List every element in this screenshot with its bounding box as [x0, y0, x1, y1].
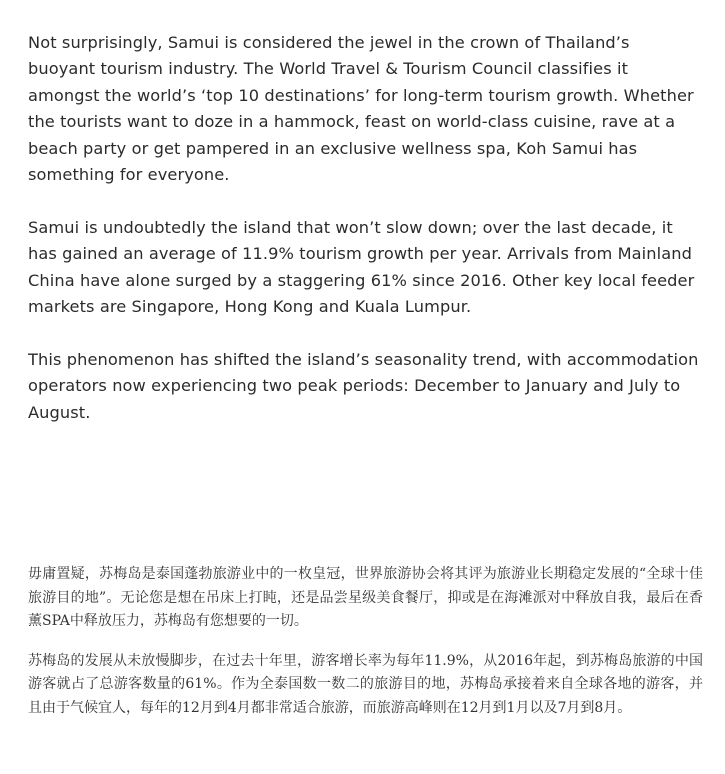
chinese-paragraph-2: 苏梅岛的发展从未放慢脚步，在过去十年里，游客增长率为每年11.9%，从2016年起，到苏梅岛旅游的中国游客就占了总游客数量的61%。作为全泰国数一数二的旅游目的地，苏梅岛承接着来自全球各地的游客，并且由于气候宜人，每年的12月到4月都非常适合旅游，而旅游高峰则在12月到1月以及7月到8月。 [28, 652, 703, 716]
english-text-section [28, 30, 700, 452]
english-paragraph-1: Not surprisingly, Samui is considered the jewel in the crown of Thailand’s buoyant tourism industry. The World Travel & Tourism Council classifies it amongst the world’s ‘top 10 destinations’ for long-term tourism growth. Whether the tourists want to doze in a hammock, feast on world-class cuisine, rave at a beach party or get pampered in an exclusive wellness spa, Koh Samui has something for everyone. [28, 33, 694, 185]
english-paragraph-2: Samui is undoubtedly the island that won’t slow down; over the last decade, it has gained an average of 11.9% tourism growth per year. Arrivals from Mainland China have alone surged by a staggering 61% since 2016. Other key local feeder markets are Singapore, Hong Kong and Kuala Lumpur. [28, 217, 695, 317]
english-paragraph-3: This phenomenon has shifted the island’s seasonality trend, with accommodation operators now experiencing two peak periods: December to January and July to August. [28, 349, 699, 422]
chinese-paragraph-1: 毋庸置疑，苏梅岛是泰国蓬勃旅游业中的一枚皇冠，世界旅游协会将其评为旅游业长期稳定发展的“全球十佳旅游目的地”。无论您是想在吊床上打盹，还是品尝星级美食餐厅，抑或是在海滩派对中释放自我，最后在香薰SPA中释放压力，苏梅岛有您想要的一切。 [28, 566, 703, 629]
chinese-text-section [28, 563, 703, 736]
